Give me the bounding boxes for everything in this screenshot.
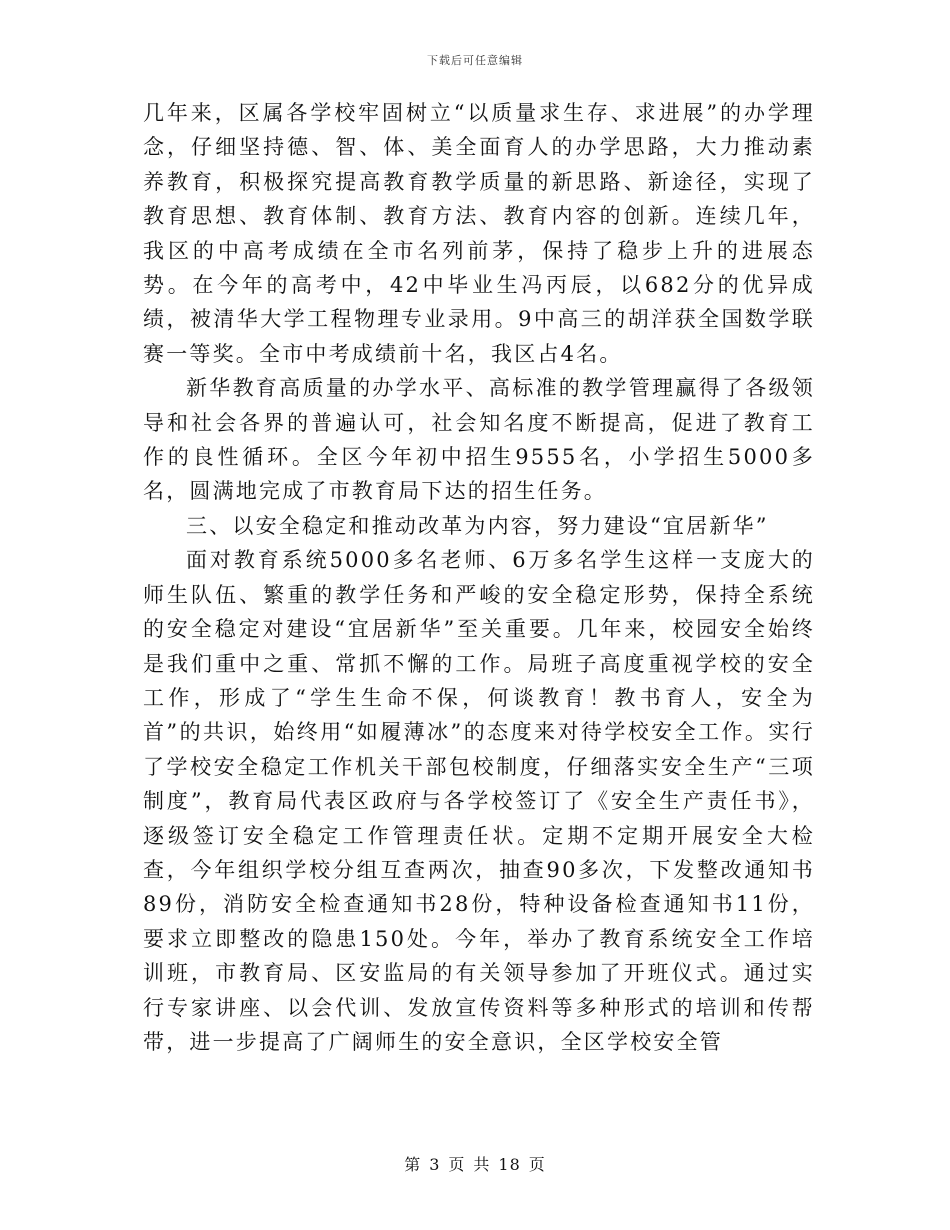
paragraph-recognition-enrollment: 新华教育高质量的办学水平、高标准的教学管理赢得了各级领导和社会各界的普遍认可，社会知名度不断提高，促进了教育工作的良性循环。全区今年初中招生9555名，小学招生5000多名，圆满地完成了市教育局下达的招生任务。 bbox=[143, 376, 815, 504]
page-header-note: 下载后可任意编辑 bbox=[427, 54, 523, 67]
page-mid: 页 bbox=[448, 1155, 466, 1174]
page-suffix: 页 bbox=[528, 1155, 546, 1174]
page-footer bbox=[0, 1152, 950, 1175]
document-body bbox=[143, 96, 815, 1059]
section-heading-safety: 三、以安全稳定和推动改革为内容，努力建设“宜居新华” bbox=[186, 513, 769, 538]
page-current-number: 3 bbox=[429, 1155, 441, 1174]
page-prefix: 第 bbox=[404, 1155, 422, 1174]
page-total-prefix: 共 bbox=[473, 1155, 491, 1174]
page-total-number: 18 bbox=[498, 1155, 521, 1174]
paragraph-safety-work: 面对教育系统5000多名老师、6万多名学生这样一支庞大的师生队伍、繁重的教学任务和严峻的安全稳定形势，保持全系统的安全稳定对建设“宜居新华”至关重要。几年来，校园安全始终是我们重中之重、常抓不懈的工作。局班子高度重视学校的安全工作，形成了“学生生命不保，何谈教育！教书育人，安全为首”的共识，始终用“如履薄冰”的态度来对待学校安全工作。实行了学校安全稳定工作机关干部包校制度，仔细落实安全生产“三项制度”，教育局代表区政府与各学校签订了《安全生产责任书》，逐级签订安全稳定工作管理责任状。定期不定期开展安全大检查，今年组织学校分组互查两次，抽查90多次，下发整改通知书89份，消防安全检查通知书28份，特种设备检查通知书11份，要求立即整改的隐患150处。今年，举办了教育系统安全工作培训班，市教育局、区安监局的有关领导参加了开班仪式。通过实行专家讲座、以会代训、发放宣传资料等多种形式的培训和传帮带，进一步提高了广阔师生的安全意识，全区学校安全管 bbox=[143, 548, 815, 1054]
paragraph-quality-results: 几年来，区属各学校牢固树立“以质量求生存、求进展”的办学理念，仔细坚持德、智、体、美全面育人的办学思路，大力推动素养教育，积极探究提高教育教学质量的新思路、新途径，实现了教育思想、教育体制、教育方法、教育内容的创新。连续几年，我区的中高考成绩在全市名列前茅，保持了稳步上升的进展态势。在今年的高考中，42中毕业生冯丙辰，以682分的优异成绩，被清华大学工程物理专业录用。9中高三的胡洋获全国数学联赛一等奖。全市中考成绩前十名，我区占4名。 bbox=[143, 101, 815, 366]
